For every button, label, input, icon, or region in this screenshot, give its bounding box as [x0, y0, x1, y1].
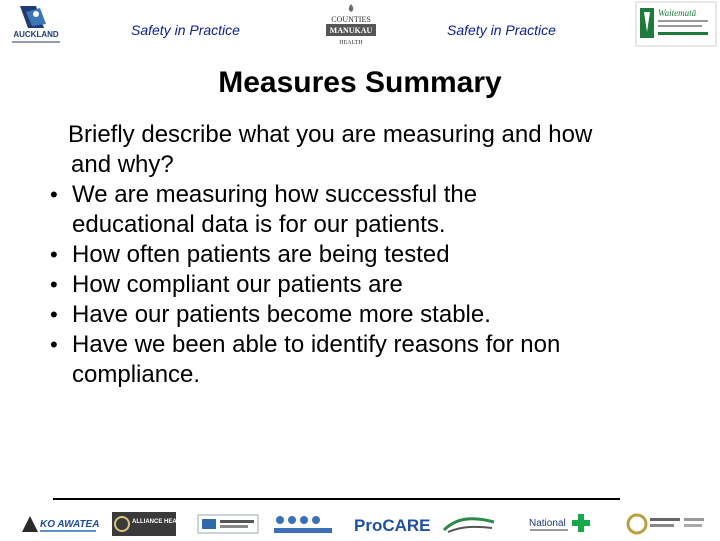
bullet-icon: •	[50, 332, 58, 357]
procare-logo	[352, 512, 431, 536]
waitemata-logo	[636, 2, 716, 46]
list-item-line-2: educational data is for our patients.	[72, 211, 446, 238]
partner-logo-8	[626, 512, 706, 536]
bullet-icon: •	[50, 182, 58, 207]
counties-manukau-logo	[322, 2, 380, 46]
national-text: National	[529, 518, 566, 529]
list-item-line-1: Have we been able to identify reasons for non	[72, 331, 561, 358]
national-hauora-logo	[528, 512, 594, 536]
health-text: HEALTH	[339, 40, 363, 46]
list-item-line-2: compliance.	[72, 361, 201, 388]
header-right-text: Safety in Practice	[447, 22, 556, 38]
alliance-text: ALLIANCE HEALTH+	[132, 519, 192, 525]
procare-text: ProCARE	[354, 516, 431, 535]
list-item-line-1: Have our patients become more stable.	[72, 301, 491, 328]
bullet-icon: •	[50, 302, 58, 327]
manukau-text: MANUKAU	[329, 26, 373, 35]
counties-text: COUNTIES	[331, 15, 371, 24]
waitemata-text: Waitematā	[658, 8, 697, 18]
list-item-line-1: We are measuring how successful the	[72, 181, 478, 208]
ko-awatea-text: KO AWATEA	[40, 519, 100, 530]
partner-logo-3	[198, 512, 258, 536]
measures-body	[50, 120, 690, 390]
partner-logo-4	[272, 512, 334, 536]
list-item-line-1: How compliant our patients are	[72, 271, 403, 298]
auckland-logo	[6, 2, 66, 46]
alliance-health-logo	[112, 512, 192, 536]
list-item-line-1: How often patients are being tested	[72, 241, 450, 268]
page-title: Measures Summary	[218, 66, 502, 99]
header-left-text: Safety in Practice	[131, 22, 240, 38]
intro-line-2: and why?	[71, 151, 174, 178]
list-item	[50, 240, 690, 270]
intro-paragraph	[50, 120, 690, 180]
auckland-logo-text: AUCKLAND	[13, 30, 59, 39]
partner-logo-6	[442, 512, 498, 536]
bullet-icon: •	[50, 242, 58, 267]
intro-line-1: Briefly describe what you are measuring and how	[68, 121, 593, 148]
bullet-icon: •	[50, 272, 58, 297]
list-item	[50, 330, 690, 390]
footer-divider	[53, 498, 620, 500]
list-item	[50, 180, 690, 240]
ko-awatea-logo	[20, 512, 98, 536]
list-item	[50, 300, 690, 330]
list-item	[50, 270, 690, 300]
measures-list	[50, 180, 690, 390]
